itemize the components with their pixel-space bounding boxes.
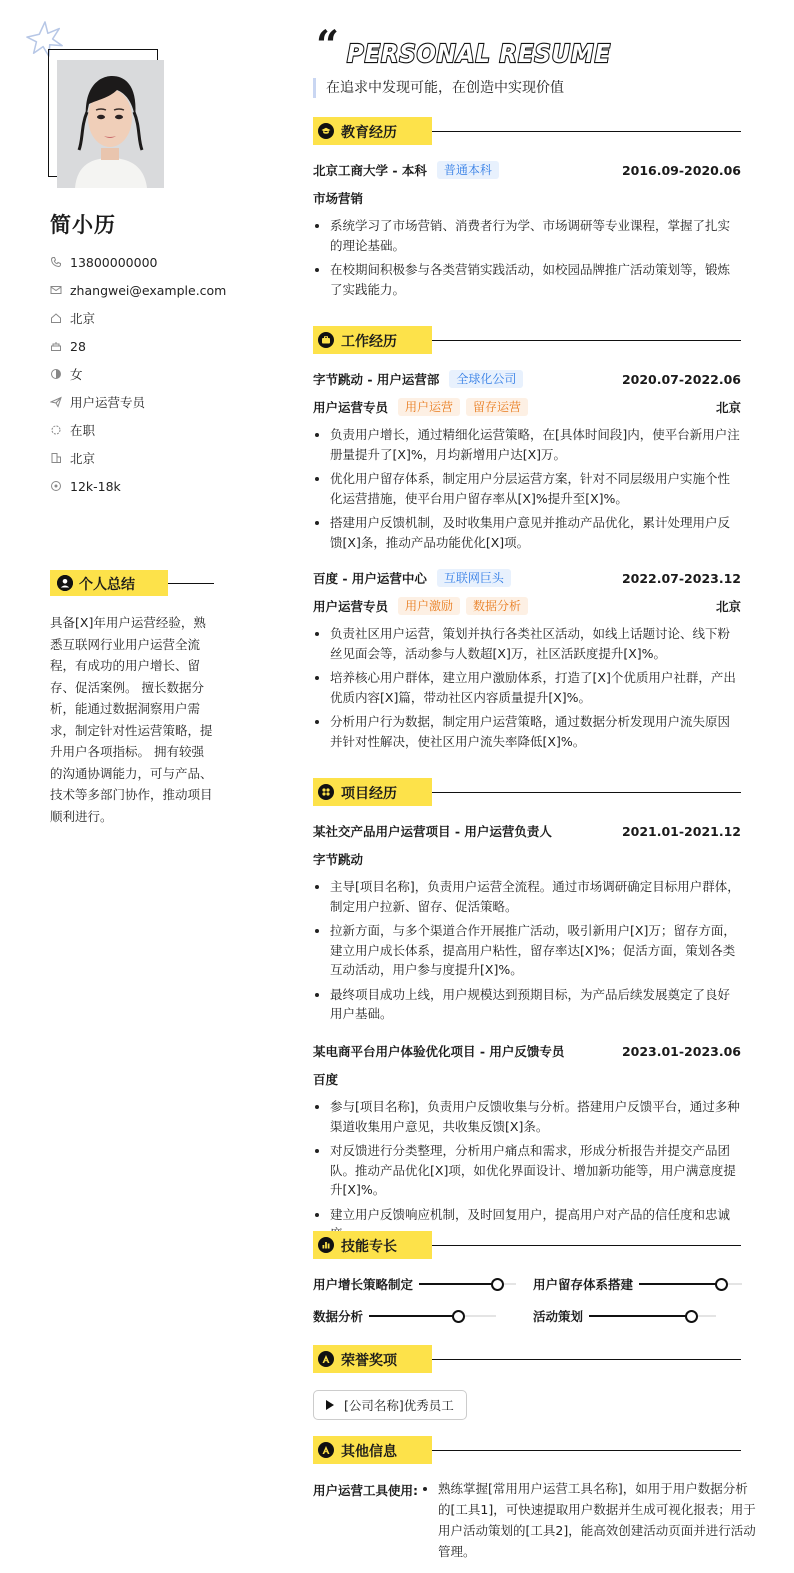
skills-title: 技能专长 <box>341 1239 397 1255</box>
grid-icon <box>318 784 334 800</box>
skill-1-knob <box>491 1278 504 1291</box>
list-item: 培养核心用户群体，建立用户激励体系，打造了[X]个优质用户社群，产出优质内容[X]篇，带动社区内容质量提升[X]%。 <box>313 668 741 707</box>
job-1-company-tag: 全球化公司 <box>449 370 523 388</box>
project-1-org: 字节跳动 <box>313 852 364 867</box>
skill-1-fill <box>419 1283 497 1285</box>
skill-2-fill <box>639 1283 721 1285</box>
info-location-text: 北京 <box>70 311 96 326</box>
skill-3-knob <box>452 1310 465 1323</box>
graduation-cap-icon <box>318 123 334 139</box>
info-salary <box>50 472 226 500</box>
project-1-date: 2021.01-2021.12 <box>621 823 741 839</box>
list-item: 最终项目成功上线，用户规模达到预期目标，为产品后续发展奠定了良好用户基础。 <box>313 985 741 1024</box>
phone-icon <box>50 256 62 268</box>
status-icon <box>50 424 62 436</box>
job-1-company: 字节跳动 - 用户运营部 <box>313 372 440 387</box>
list-item: 分析用户行为数据，制定用户运营策略，通过数据分析发现用户流失原因并针对性解决，使社区用户流失率降低[X]%。 <box>313 712 741 751</box>
skill-3-fill <box>369 1315 458 1317</box>
avatar <box>57 60 164 188</box>
skill-3-name: 数据分析 <box>313 1309 364 1324</box>
info-age-text: 28 <box>70 338 86 354</box>
info-location <box>50 304 226 332</box>
person-icon <box>57 575 73 591</box>
briefcase-icon <box>318 332 334 348</box>
job-2-city: 北京 <box>715 599 741 614</box>
cake-icon <box>50 340 62 352</box>
education-row <box>313 160 741 180</box>
job-2-company-tag: 互联网巨头 <box>437 569 511 587</box>
skill-2-track <box>639 1283 742 1285</box>
list-item: 优化用户留存体系，制定用户分层运营方案，针对不同层级用户实施个性化运营措施，使平台用户留存率从[X]%提升至[X]%。 <box>313 469 741 508</box>
skill-4-knob <box>685 1310 698 1323</box>
info-position-text: 用户运营专员 <box>70 395 146 410</box>
project-1-org-row <box>313 849 741 869</box>
skill-2-knob <box>715 1278 728 1291</box>
building-icon <box>50 452 62 464</box>
quote-mark: “ <box>316 22 340 69</box>
job-1-date: 2020.07-2022.06 <box>621 371 741 387</box>
subtitle: 在追求中发现可能，在创造中实现价值 <box>313 78 564 98</box>
skill-3-track <box>369 1315 496 1317</box>
education-title: 教育经历 <box>341 125 397 141</box>
skills-section-header <box>313 1231 741 1259</box>
awards-section-header <box>313 1345 741 1373</box>
list-item: 负责社区用户运营，策划并执行各类社区活动，如线上话题讨论、线下粉丝见面会等，活动参与人数超[X]万，社区活跃度提升[X]%。 <box>313 624 741 663</box>
award-item[interactable] <box>313 1390 467 1420</box>
skill-1 <box>313 1274 516 1294</box>
job-2-tag-1: 用户激励 <box>398 597 460 615</box>
info-status <box>50 416 226 444</box>
work-title: 工作经历 <box>341 334 397 350</box>
job-2-company-row <box>313 568 741 588</box>
contact-info-list <box>50 248 226 500</box>
info-phone <box>50 248 226 276</box>
project-1-row <box>313 821 741 841</box>
list-item: 负责用户增长，通过精细化运营策略，在[具体时间段]内，使平台新用户注册量提升了[X]%，月均新增用户达[X]万。 <box>313 425 741 464</box>
resume-title <box>345 36 615 70</box>
list-item: 主导[项目名称]，负责用户运营全流程。通过市场调研确定目标用户群体，制定用户拉新、留存、促活策略。 <box>313 877 741 916</box>
awards-header-line <box>432 1359 741 1360</box>
job-1-company-row <box>313 369 741 389</box>
skills-header-line <box>432 1245 741 1246</box>
other-header-line <box>432 1450 741 1451</box>
job-1-role: 用户运营专员 <box>313 400 389 415</box>
job-2-company: 百度 - 用户运营中心 <box>313 571 427 586</box>
project-2-org: 百度 <box>313 1072 339 1087</box>
education-school: 北京工商大学 - 本科 <box>313 163 427 178</box>
send-icon <box>50 396 62 408</box>
list-item: 参与[项目名称]，负责用户反馈收集与分析。搭建用户反馈平台，通过多种渠道收集用户意见，共收集反馈[X]条。 <box>313 1097 741 1136</box>
project-2-org-row <box>313 1069 741 1089</box>
project-1-bullets <box>313 877 741 1029</box>
job-1-city: 北京 <box>715 400 741 415</box>
info-salary-text: 12k-18k <box>70 478 121 494</box>
skill-1-name: 用户增长策略制定 <box>313 1277 414 1292</box>
info-city <box>50 444 226 472</box>
skill-2-name: 用户留存体系搭建 <box>533 1277 634 1292</box>
skill-4-name: 活动策划 <box>533 1309 584 1324</box>
awards-title: 荣誉奖项 <box>341 1353 397 1369</box>
projects-header-line <box>432 792 741 793</box>
job-2-bullets <box>313 624 741 756</box>
job-1-bullets <box>313 425 741 557</box>
summary-section-header <box>50 570 214 596</box>
skill-4 <box>533 1306 716 1326</box>
info-position <box>50 388 226 416</box>
summary-header-line <box>168 583 214 584</box>
education-header-line <box>432 131 741 132</box>
award-item-label: [公司名称]优秀员工 <box>344 1398 454 1413</box>
info-age <box>50 332 226 360</box>
info-city-text: 北京 <box>70 451 96 466</box>
info-icon <box>318 1442 334 1458</box>
info-gender-text: 女 <box>70 367 83 382</box>
project-1-name: 某社交产品用户运营项目 - 用户运营负责人 <box>313 824 552 839</box>
info-email <box>50 276 226 304</box>
project-2-bullets <box>313 1097 741 1249</box>
job-1-role-row <box>313 397 741 417</box>
gender-icon <box>50 368 62 380</box>
job-1-tag-1: 用户运营 <box>398 398 460 416</box>
bar-chart-icon <box>318 1237 334 1253</box>
education-major: 市场营销 <box>313 191 364 206</box>
job-2-role-row <box>313 596 741 616</box>
work-header-line <box>432 340 741 341</box>
other-text: 熟练掌握[常用用户运营工具名称]，如用于用户数据分析的[工具1]，可快速提取用户数据并生成可视化报表；用于用户活动策划的[工具2]，能高效创建活动页面并进行活动管理。 <box>421 1478 760 1562</box>
skill-4-track <box>589 1315 716 1317</box>
other-section-header <box>313 1436 741 1464</box>
skill-4-fill <box>589 1315 691 1317</box>
project-2-row <box>313 1041 741 1061</box>
education-bullets <box>313 216 741 304</box>
education-tag: 普通本科 <box>437 161 499 179</box>
list-item: 对反馈进行分类整理，分析用户痛点和需求，形成分析报告并提交产品团队。推动产品优化[X]项，如优化界面设计、增加新功能等，用户满意度提升[X]%。 <box>313 1141 741 1200</box>
skill-2 <box>533 1274 742 1294</box>
projects-section-header <box>313 778 741 806</box>
list-item: 在校期间积极参与各类营销实践活动，如校园品牌推广活动策划等，锻炼了实践能力。 <box>313 260 741 299</box>
project-2-name: 某电商平台用户体验优化项目 - 用户反馈专员 <box>313 1044 565 1059</box>
info-status-text: 在职 <box>70 423 96 438</box>
education-section-header <box>313 117 741 145</box>
play-icon <box>326 1400 334 1410</box>
info-gender <box>50 360 226 388</box>
job-1-tag-2: 留存运营 <box>466 398 528 416</box>
award-icon <box>318 1351 334 1367</box>
job-2-tag-2: 数据分析 <box>466 597 528 615</box>
summary-title: 个人总结 <box>79 577 135 593</box>
list-item: 系统学习了市场营销、消费者行为学、市场调研等专业课程，掌握了扎实的理论基础。 <box>313 216 741 255</box>
education-major-row <box>313 188 741 208</box>
list-item: 搭建用户反馈机制，及时收集用户意见并推动产品优化，累计处理用户反馈[X]条，推动产品功能优化[X]项。 <box>313 513 741 552</box>
other-title: 其他信息 <box>341 1444 397 1460</box>
home-icon <box>50 312 62 324</box>
skill-1-track <box>419 1283 516 1285</box>
projects-title: 项目经历 <box>341 786 397 802</box>
job-2-date: 2022.07-2023.12 <box>621 570 741 586</box>
list-item: 建立用户反馈响应机制，及时回复用户，提高用户对产品的信任度和忠诚 <box>313 1205 741 1244</box>
info-phone-text: 13800000000 <box>70 254 158 270</box>
skill-3 <box>313 1306 496 1326</box>
summary-text: 具备[X]年用户运营经验，熟悉互联网行业用户运营全流程，有成功的用户增长、留存、促活案例。 擅长数据分析，能通过数据洞察用户需求，制定针对性运营策略，提升用户各项指标。 拥有较强的沟通协调能力，可与产品、技术等多部门协作，推动项目顺利进行。 <box>50 615 213 824</box>
info-email-text: zhangwei@example.com <box>70 282 227 298</box>
profile-name: 简小历 <box>50 213 116 237</box>
mail-icon <box>50 284 62 296</box>
salary-icon <box>50 480 62 492</box>
education-date: 2016.09-2020.06 <box>621 162 741 178</box>
other-label: 用户运营工具使用: <box>313 1483 418 1498</box>
list-item: 拉新方面，与多个渠道合作开展推广活动，吸引新用户[X]万；留存方面，建立用户成长体系，提高用户粘性，留存率达[X]%；促活方面，策划各类互动活动，用户参与度提升[X]%。 <box>313 921 741 980</box>
work-section-header <box>313 326 741 354</box>
project-2-date: 2023.01-2023.06 <box>621 1043 741 1059</box>
resume-title-text: PERSONAL RESUME <box>347 39 611 68</box>
job-2-role: 用户运营专员 <box>313 599 389 614</box>
